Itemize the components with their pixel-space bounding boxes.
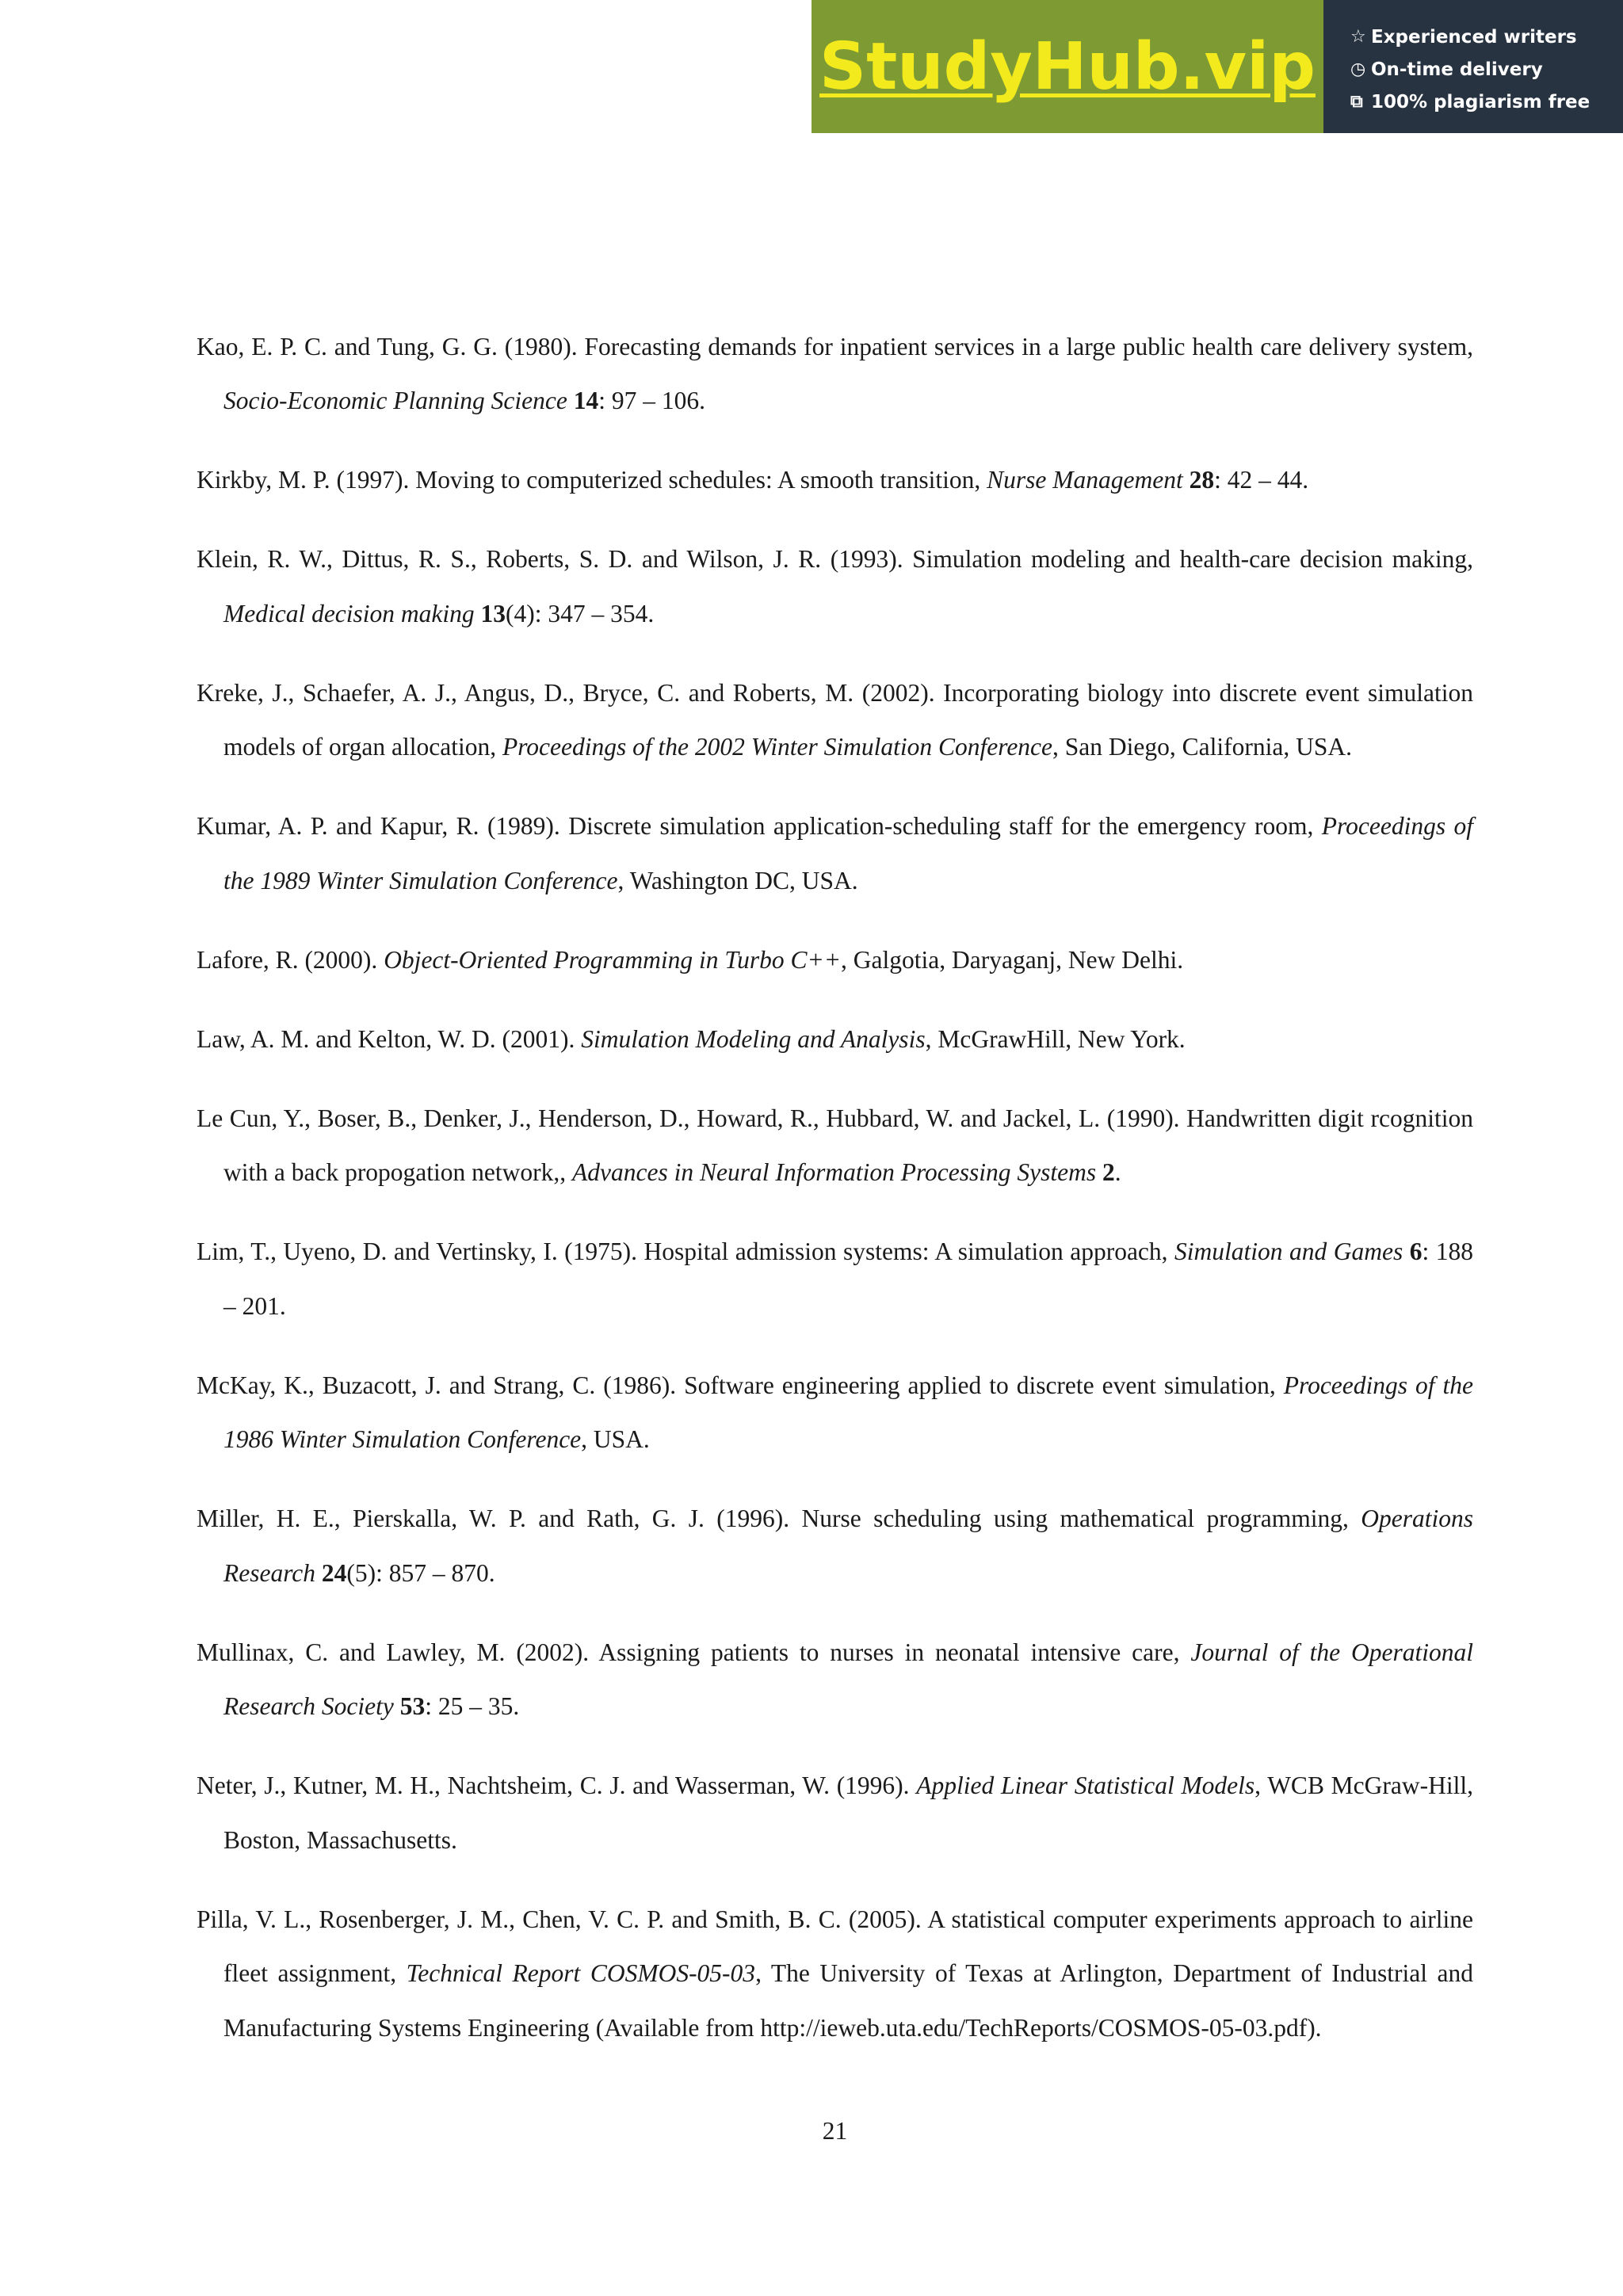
reference-text: , Galgotia, Daryaganj, New Delhi. xyxy=(841,945,1184,974)
reference-text xyxy=(1403,1238,1410,1265)
reference-text xyxy=(1096,1158,1102,1186)
reference-text: , McGrawHill, New York. xyxy=(925,1024,1186,1053)
reference-text: Klein, R. W., Dittus, R. S., Roberts, S. D. and Wilson, J. R. (1993). Simulation modeling and health-care decision making, xyxy=(197,545,1473,573)
reference-text: Mullinax, C. and Lawley, M. (2002). Assigning patients to nurses in neonatal intensive care, xyxy=(197,1638,1191,1666)
reference-entry xyxy=(197,1893,1473,2056)
reference-volume: 24 xyxy=(321,1558,347,1587)
reference-entry xyxy=(197,666,1473,775)
reference-text: Lim, T., Uyeno, D. and Vertinsky, I. (1975). Hospital admission systems: A simulation approach, xyxy=(197,1238,1175,1265)
reference-venue: Technical Report COSMOS-05-03 xyxy=(406,1959,756,1987)
reference-text xyxy=(1183,466,1190,494)
reference-text: Kreke, J., Schaefer, A. J., Angus, D., Bryce, C. and Roberts, M. (2002). Incorporating biology into discrete event simulation models of organ allocation, xyxy=(197,678,1473,761)
reference-text: , The University of Texas at Arlington, Department of Industrial and Manufacturing Systems Engineering (Available from http://ieweb.uta.edu/TechReports/COSMOS-05-03.pdf). xyxy=(223,1959,1473,2042)
reference-text: McKay, K., Buzacott, J. and Strang, C. (1986). Software engineering applied to discrete event simulation, xyxy=(197,1371,1284,1399)
reference-text: , WCB McGraw-Hill, Boston, Massachusetts. xyxy=(223,1772,1474,1854)
reference-text: , USA. xyxy=(581,1425,650,1453)
reference-entry xyxy=(197,1092,1473,1200)
perk-item xyxy=(1350,53,1623,86)
reference-text xyxy=(567,387,574,414)
reference-volume: 2 xyxy=(1102,1158,1115,1186)
reference-venue: Medical decision making xyxy=(223,599,475,627)
reference-entry xyxy=(197,1759,1473,1867)
reference-text: Le Cun, Y., Boser, B., Denker, J., Henderson, D., Howard, R., Hubbard, W. and Jackel, L. (1990). Handwritten digit rcognition with a back propogation network,, xyxy=(197,1104,1473,1186)
page-number: 21 xyxy=(822,2117,848,2145)
reference-entry xyxy=(197,933,1473,988)
perk-item xyxy=(1350,21,1623,53)
reference-venue: Proceedings of the 1989 Winter Simulation Conference xyxy=(223,812,1473,894)
reference-venue: Applied Linear Statistical Models xyxy=(916,1772,1255,1799)
reference-text: Miller, H. E., Pierskalla, W. P. and Rath, G. J. (1996). Nurse scheduling using mathematical programming, xyxy=(197,1505,1361,1532)
perk-label: Experienced writers xyxy=(1371,26,1577,48)
reference-venue: Simulation Modeling and Analysis xyxy=(581,1024,926,1053)
reference-list xyxy=(197,295,1473,2076)
reference-venue: Operations Research xyxy=(223,1505,1473,1587)
perks-list xyxy=(1323,0,1623,133)
reference-text: : 25 – 35. xyxy=(425,1692,520,1720)
reference-text: , Washington DC, USA. xyxy=(617,866,858,894)
reference-venue: Socio-Economic Planning Science xyxy=(223,387,567,414)
reference-volume: 13 xyxy=(480,599,506,627)
reference-text: Law, A. M. and Kelton, W. D. (2001). xyxy=(197,1024,582,1053)
reference-entry xyxy=(197,1013,1473,1067)
reference-text: (5): 857 – 870. xyxy=(346,1558,495,1587)
reference-venue: Object-Oriented Programming in Turbo C++ xyxy=(384,945,842,974)
reference-venue: Nurse Management xyxy=(987,466,1183,494)
reference-venue: Simulation and Games xyxy=(1174,1238,1403,1265)
reference-text: : 188 – 201. xyxy=(223,1238,1473,1320)
reference-text: : 97 – 106. xyxy=(598,387,705,414)
reference-entry xyxy=(197,532,1473,641)
perk-label: 100% plagiarism free xyxy=(1371,91,1591,113)
perk-item xyxy=(1350,86,1623,118)
reference-entry xyxy=(197,320,1473,429)
reference-volume: 6 xyxy=(1409,1238,1423,1265)
reference-text: Kao, E. P. C. and Tung, G. G. (1980). Forecasting demands for inpatient services in a large public health care delivery system, xyxy=(197,332,1473,360)
reference-volume: 14 xyxy=(573,387,599,414)
reference-venue: Proceedings of the 1986 Winter Simulation Conference xyxy=(223,1371,1474,1453)
reference-text: Kumar, A. P. and Kapur, R. (1989). Discrete simulation application-scheduling staff for the emergency room, xyxy=(197,812,1322,840)
reference-entry xyxy=(197,1225,1473,1333)
reference-text: : 42 – 44. xyxy=(1214,466,1309,494)
reference-entry xyxy=(197,799,1473,908)
studyhub-banner[interactable] xyxy=(812,0,1623,133)
copy-check-icon: ⧉ xyxy=(1350,92,1363,112)
reference-text: (4): 347 – 354. xyxy=(506,599,655,627)
reference-venue: Journal of the Operational Research Society xyxy=(223,1638,1473,1720)
reference-venue: Proceedings of the 2002 Winter Simulation Conference xyxy=(502,733,1053,761)
reference-text: Lafore, R. (2000). xyxy=(197,945,384,974)
reference-text xyxy=(315,1559,322,1587)
reference-entry xyxy=(197,1359,1473,1467)
reference-text: Kirkby, M. P. (1997). Moving to computerized schedules: A smooth transition, xyxy=(197,466,987,494)
reference-entry xyxy=(197,453,1473,508)
reference-text: , San Diego, California, USA. xyxy=(1052,733,1352,761)
reference-text: . xyxy=(1114,1158,1121,1186)
reference-text: Neter, J., Kutner, M. H., Nachtsheim, C. J. and Wasserman, W. (1996). xyxy=(197,1772,917,1799)
reference-text xyxy=(475,600,481,627)
brand-logo[interactable] xyxy=(812,0,1323,133)
star-icon: ☆ xyxy=(1350,27,1366,47)
perk-label: On-time delivery xyxy=(1371,59,1543,80)
brand-name: StudyHub.vip xyxy=(819,29,1316,105)
reference-text xyxy=(394,1692,400,1720)
reference-venue: Advances in Neural Information Processing Systems xyxy=(572,1158,1097,1186)
clock-icon: ◷ xyxy=(1350,59,1366,79)
reference-text: Pilla, V. L., Rosenberger, J. M., Chen, V. C. P. and Smith, B. C. (2005). A statistical computer experiments approach to airline fleet assignment, xyxy=(197,1905,1473,1987)
reference-entry xyxy=(197,1626,1473,1734)
reference-volume: 28 xyxy=(1189,466,1215,494)
reference-volume: 53 xyxy=(399,1692,426,1720)
reference-entry xyxy=(197,1492,1473,1600)
